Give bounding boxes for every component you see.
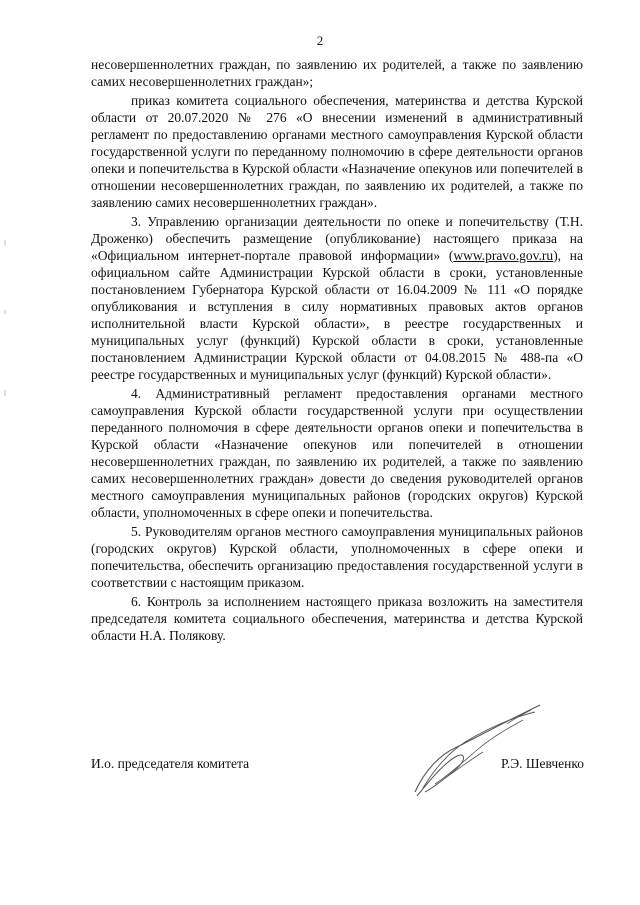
document-body — [91, 56, 583, 644]
pravo-link[interactable]: www.pravo.gov.ru — [453, 248, 554, 263]
signatory-name: Р.Э. Шевченко — [501, 756, 584, 771]
paragraph-item-3-text-start: 3. Управлению организации деятельности по опеке и попечительству (Т.Н. Дроженко) обеспечить размещение (опубликование) настоящего приказа на «Официальном интернет-портале правовой информации» ( — [91, 214, 583, 263]
signatory-position: И.о. председателя комитета — [91, 756, 250, 771]
paragraph-item-5: 5. Руководителям органов местного самоуправления муниципальных районов (городских округов) Курской области, уполномоченных в сфере опеки и попечительства, обеспечить организацию предоставления государственной услуги в соответствии с настоящим приказом. — [91, 524, 583, 590]
paragraph-continuation: несовершеннолетних граждан, по заявлению их родителей, а также по заявлению самих несовершеннолетних граждан»; — [91, 57, 583, 89]
paragraph-item-3-text-end: ), на официальном сайте Администрации Курской области в сроки, установленные постановлением Губернатора Курской области от 16.04.2009 № 111 «О порядке опубликования и вступления в силу нормативных правовых актов органов исполнительной власти Курской области», в реестре государственных и муниципальных услуг (функций) Курской области в сроки, установленные постановлением Администрации Курской области от 04.08.2015 № 488-па «О реестре государственных и муниципальных услуг (функций) Курской области». — [91, 248, 583, 382]
paragraph-order-reference: приказ комитета социального обеспечения, материнства и детства Курской области от 20.07.2020 № 276 «О внесении изменений в административный регламент по предоставлению органами местного самоуправления Курской области государственной услуги по переданному полномочию в сфере деятельности органов опеки и попечительства в Курской области «Назначение опекунов или попечителей в отношении несовершеннолетних граждан, по заявлению их родителей, а также по заявлению самих несовершеннолетних граждан». — [91, 93, 583, 210]
paragraph-item-4: 4. Административный регламент предоставления органами местного самоуправления Курской области государственной услуги при осуществлении переданного полномочия в сфере деятельности органов опеки и попечительства в Курской области «Назначение опекунов или попечителей в отношении несовершеннолетних граждан, по заявлению их родителей, а также по заявлению самих несовершеннолетних граждан» довести до сведения руководителей органов местного самоуправления муниципальных районов (городских округов) Курской области, уполномоченных в сфере опеки и попечительства. — [91, 386, 583, 520]
paragraph-item-3 — [91, 213, 583, 383]
page-number: 2 — [316, 33, 324, 48]
margin-marks — [2, 240, 8, 400]
paragraph-item-6: 6. Контроль за исполнением настоящего приказа возложить на заместителя председателя комитета социального обеспечения, материнства и детства Курской области Н.А. Полякову. — [91, 594, 583, 643]
